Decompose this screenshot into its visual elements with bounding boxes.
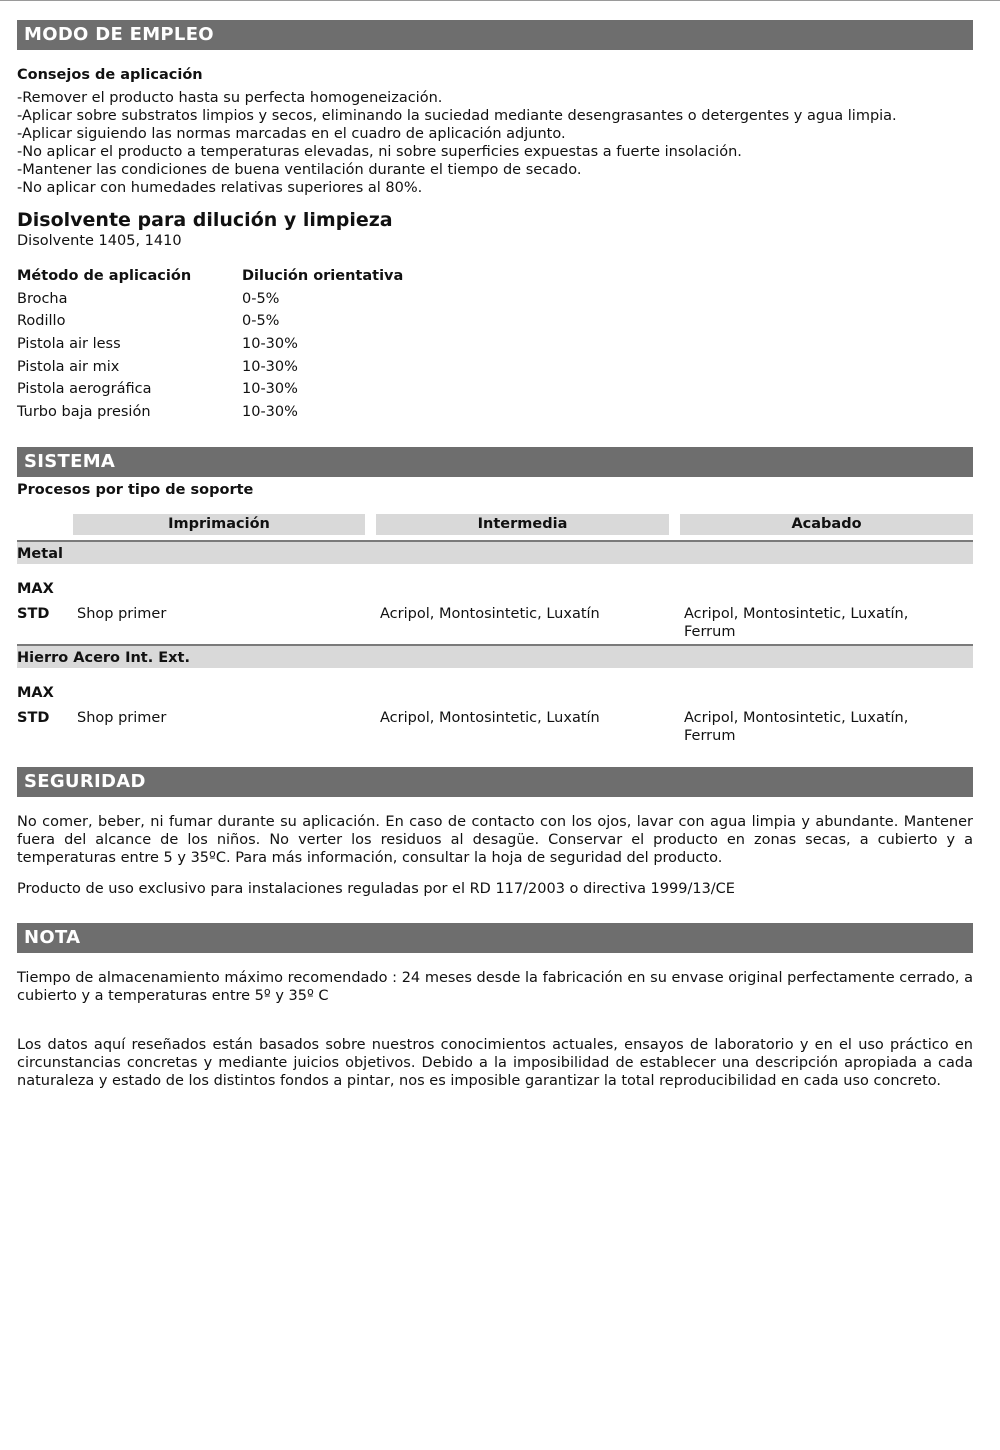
method-name: Pistola aerográfica	[17, 381, 152, 397]
method-name: Turbo baja presión	[17, 404, 151, 420]
disolvente-value: Disolvente 1405, 1410	[17, 233, 182, 249]
method-name: Brocha	[17, 291, 68, 307]
method-name: Pistola air less	[17, 336, 121, 352]
method-name: Rodillo	[17, 313, 66, 329]
disolvente-title: Disolvente para dilución y limpieza	[17, 209, 393, 231]
consejo-line: -Remover el producto hasta su perfecta homogeneización.	[17, 90, 443, 106]
top-border-line	[0, 0, 1000, 1]
cell-intermedia: Acripol, Montosintetic, Luxatín	[380, 710, 600, 726]
sistema-column-headers	[17, 514, 973, 535]
method-dilution: 10-30%	[242, 336, 298, 352]
method-name: Pistola air mix	[17, 359, 120, 375]
consejo-line: -Aplicar sobre substratos limpios y secos, eliminando la suciedad mediante desengrasantes o detergentes y agua limpia.	[17, 108, 897, 124]
section-header-nota: NOTA	[17, 923, 973, 953]
method-dilution: 10-30%	[242, 381, 298, 397]
consejo-line: -No aplicar el producto a temperaturas elevadas, ni sobre superficies expuestas a fuerte insolación.	[17, 144, 742, 160]
cell-acabado-cont: Ferrum	[684, 624, 736, 640]
consejo-line: -Aplicar siguiendo las normas marcadas en el cuadro de aplicación adjunto.	[17, 126, 566, 142]
section-header-modo-empleo: MODO DE EMPLEO	[17, 20, 973, 50]
dilution-header: Dilución orientativa	[242, 268, 404, 284]
consejos-title: Consejos de aplicación	[17, 67, 203, 83]
cell-imprimacion: Shop primer	[77, 606, 167, 622]
group-header: Metal	[17, 540, 973, 564]
nota-storage-paragraph: Tiempo de almacenamiento máximo recomendado : 24 meses desde la fabricación en su envase original perfectamente cerrado, a cubierto y a temperaturas entre 5º y 35º C	[17, 970, 973, 1004]
method-dilution: 10-30%	[242, 404, 298, 420]
cell-imprimacion: Shop primer	[77, 710, 167, 726]
cell-acabado: Acripol, Montosintetic, Luxatín,	[684, 606, 909, 622]
column-header-acabado: Acabado	[680, 514, 973, 535]
row-label: STD	[17, 710, 50, 726]
section-header-sistema: SISTEMA	[17, 447, 973, 477]
cell-intermedia: Acripol, Montosintetic, Luxatín	[380, 606, 600, 622]
seguridad-paragraph: No comer, beber, ni fumar durante su aplicación. En caso de contacto con los ojos, lavar con agua limpia y abundante. Mantener fuera del alcance de los niños. No verter los residuos al desagüe. Conservar el producto en zonas secas, a cubierto y a temperaturas entre 5 y 35ºC. Para más información, consultar la hoja de seguridad del producto.	[17, 814, 973, 866]
seguridad-regulation: Producto de uso exclusivo para instalaciones reguladas por el RD 117/2003 o directiva 1999/13/CE	[17, 881, 735, 897]
nota-disclaimer-paragraph: Los datos aquí reseñados están basados sobre nuestros conocimientos actuales, ensayos de laboratorio y en el uso práctico en circunstancias concretas y mediante juicios objetivos. Debido a la imposibilidad de establecer una descripción apropiada a cada naturaleza y estado de los distintos fondos a pintar, nos es imposible garantizar la total reproducibilidad en cada uso concreto.	[17, 1037, 973, 1089]
column-header-intermedia: Intermedia	[376, 514, 669, 535]
cell-acabado-cont: Ferrum	[684, 728, 736, 744]
method-dilution: 10-30%	[242, 359, 298, 375]
method-dilution: 0-5%	[242, 313, 280, 329]
method-header: Método de aplicación	[17, 268, 192, 284]
row-label: STD	[17, 606, 50, 622]
consejo-line: -Mantener las condiciones de buena ventilación durante el tiempo de secado.	[17, 162, 582, 178]
section-header-seguridad: SEGURIDAD	[17, 767, 973, 797]
column-header-imprimacion: Imprimación	[73, 514, 365, 535]
cell-acabado: Acripol, Montosintetic, Luxatín,	[684, 710, 909, 726]
sistema-subtitle: Procesos por tipo de soporte	[17, 482, 254, 498]
row-label: MAX	[17, 685, 54, 701]
consejo-line: -No aplicar con humedades relativas superiores al 80%.	[17, 180, 423, 196]
method-dilution: 0-5%	[242, 291, 280, 307]
group-header: Hierro Acero Int. Ext.	[17, 644, 973, 668]
row-label: MAX	[17, 581, 54, 597]
